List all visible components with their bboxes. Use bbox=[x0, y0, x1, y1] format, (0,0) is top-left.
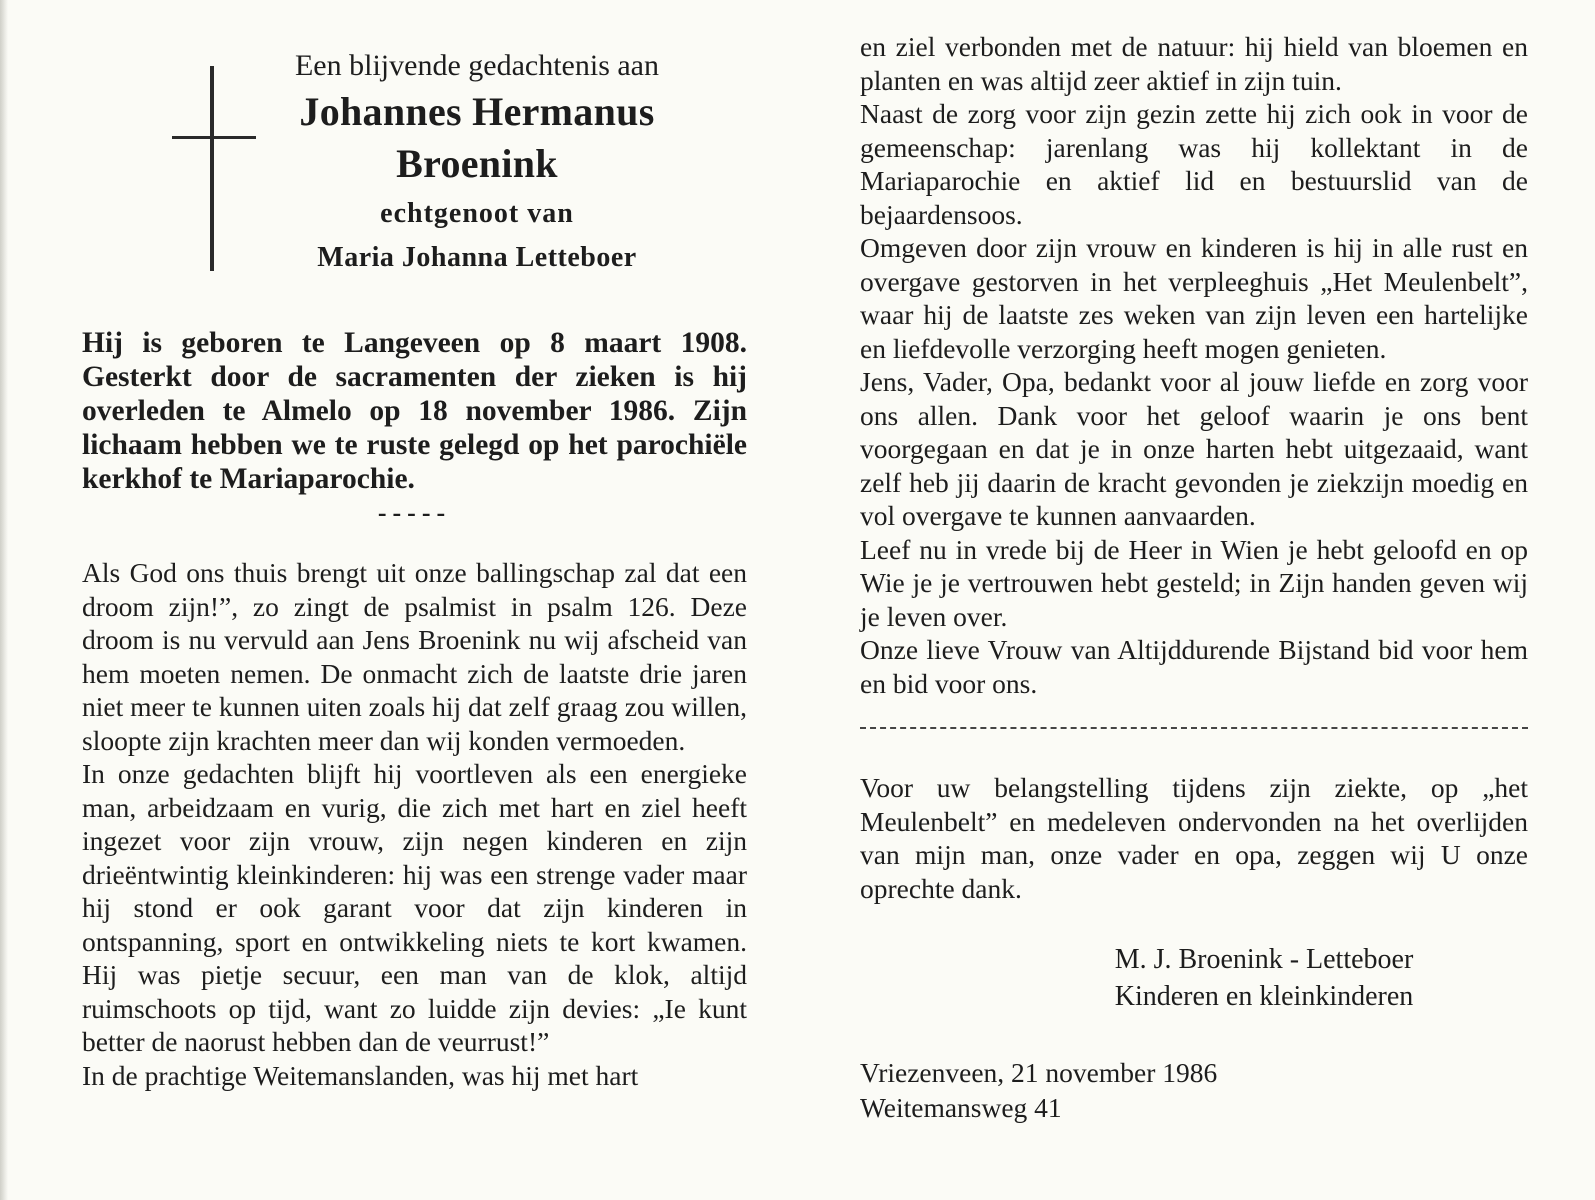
card-edge bbox=[0, 0, 8, 1200]
closing-block bbox=[860, 1055, 1528, 1125]
spouse-label: echtgenoot van bbox=[380, 198, 574, 229]
paragraph: Naast de zorg voor zijn gezin zette hij zich ook in voor de gemeenschap: jarenlang was hij kollektant in de Mariaparochie en aktief lid en bestuurslid van de bejaardensoos. bbox=[860, 98, 1528, 230]
intro-line: Een blijvende gedachtenis aan bbox=[294, 49, 659, 82]
address: Weitemansweg 41 bbox=[860, 1092, 1062, 1123]
left-column bbox=[82, 36, 747, 1092]
spouse-name: Maria Johanna Letteboer bbox=[317, 242, 637, 273]
paragraph: Als God ons thuis brengt uit onze ballingschap zal dat een droom zijn!”, zo zingt de psalmist in psalm 126. Deze droom is nu vervuld aan Jens Broenink nu wij afscheid van hem moeten nemen. De onmacht zich de laatste drie jaren niet meer te kunnen uiten zoals hij dat zelf graag zou willen, sloopte zijn krachten meer dan wij konden vermoeden. bbox=[82, 557, 747, 756]
life-facts: Hij is geboren te Langeveen op 8 maart 1908. Gesterkt door de sacramenten der zieken is hij overleden te Almelo op 18 november 1986. Zijn lichaam hebben we te ruste gelegd op het parochiële kerkhof te Mariaparochie. bbox=[82, 327, 747, 495]
deceased-name-line2: Broenink bbox=[396, 141, 558, 186]
signature-name: M. J. Broenink - Letteboer bbox=[1114, 944, 1414, 975]
thanks-text: Voor uw belangstelling tijdens zijn ziekte, op „het Meulenbelt” en medeleven ondervonden na het overlijden van mijn man, onze vader en opa, zeggen wij U onze oprechte dank. bbox=[860, 772, 1528, 904]
dashed-divider bbox=[860, 727, 1528, 729]
right-column bbox=[860, 30, 1528, 1125]
right-text bbox=[860, 30, 1528, 700]
signature-family: Kinderen en kleinkinderen bbox=[1114, 981, 1414, 1012]
paragraph: In de prachtige Weitemanslanden, was hij met hart bbox=[82, 1059, 639, 1091]
deceased-name-line1: Johannes Hermanus bbox=[299, 89, 655, 134]
heading-block bbox=[207, 46, 747, 282]
signature-block bbox=[1000, 941, 1528, 1015]
paragraph: Onze lieve Vrouw van Altijddurende Bijstand bid voor hem en bid voor ons. bbox=[860, 634, 1528, 699]
paragraph: Leef nu in vrede bij de Heer in Wien je hebt geloofd en op Wie je je vertrouwen hebt gesteld; in Zijn handen geven wij je leven over. bbox=[860, 533, 1528, 632]
paragraph: en ziel verbonden met de natuur: hij hield van bloemen en planten en was altijd zeer aktief in zijn tuin. bbox=[860, 31, 1528, 96]
place-date: Vriezenveen, 21 november 1986 bbox=[860, 1057, 1218, 1088]
left-text bbox=[82, 556, 747, 1092]
section-separator: ----- bbox=[377, 498, 452, 527]
paragraph: Omgeven door zijn vrouw en kinderen is hij in alle rust en overgave gestorven in het verpleeghuis „Het Meulenbelt”, waar hij de laatste zes weken van zijn leven een hartelijke en liefdevolle verzorging heeft mogen genieten. bbox=[860, 232, 1528, 364]
paragraph: In onze gedachten blijft hij voortleven als een energieke man, arbeidzaam en vurig, die zich met hart en ziel heeft ingezet voor zijn vrouw, zijn negen kinderen en zijn drieëntwintig kleinkinderen: hij was een strenge vader maar hij stond er ook garant voor dat zijn kinderen in ontspanning, sport en ontwikkeling niets te kort kwamen. Hij was pietje secuur, een man van de klok, altijd ruimschoots op tijd, want zo luidde zijn devies: „Ie kunt better de naorust hebben dan de veurrust!” bbox=[82, 758, 747, 1057]
paragraph: Jens, Vader, Opa, bedankt voor al jouw liefde en zorg voor ons allen. Dank voor het geloof waarin je ons bent voorgegaan en dat je in onze harten hebt uitgezaaid, want zelf heb jij daarin de kracht gevonden je ziekzijn moedig en vol overgave te kunnen aanvaarden. bbox=[860, 366, 1528, 531]
